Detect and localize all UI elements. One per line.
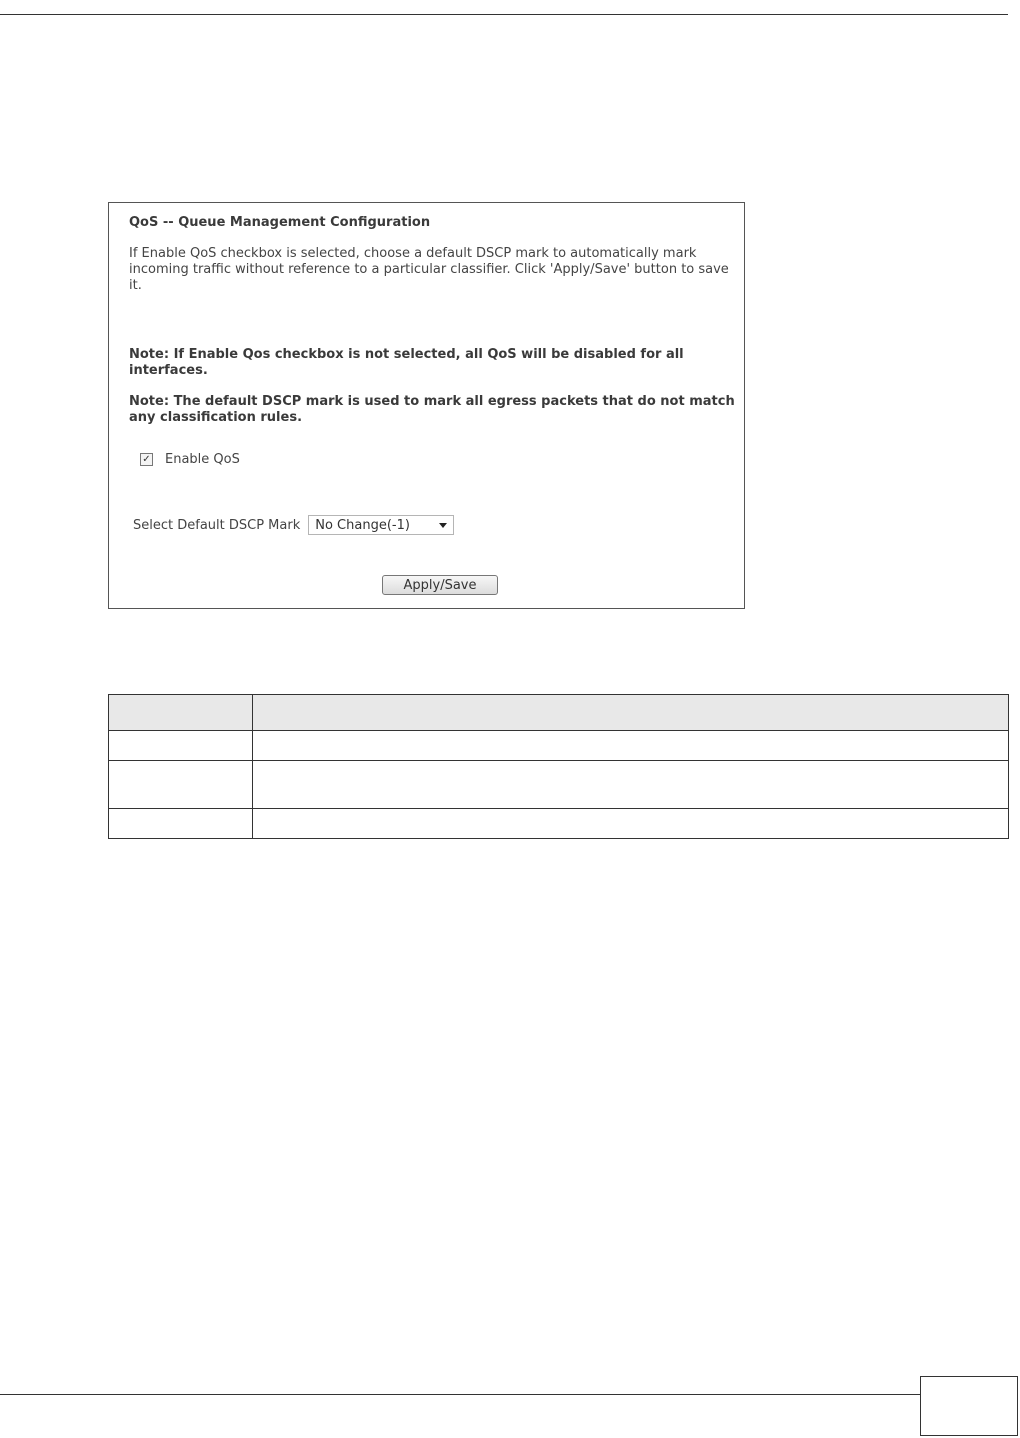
chevron-down-icon — [439, 523, 447, 528]
note-disable-qos: Note: If Enable Qos checkbox is not selected, all QoS will be disabled for all interfaces. — [129, 347, 684, 378]
table-row — [109, 809, 1009, 839]
dscp-mark-select[interactable] — [308, 515, 454, 535]
panel-title: QoS -- Queue Management Configuration — [129, 215, 431, 230]
qos-config-panel — [108, 202, 745, 609]
header-rule — [0, 14, 1008, 15]
enable-qos-checkbox[interactable]: ✓ — [140, 453, 153, 466]
dscp-mark-label: Select Default DSCP Mark — [133, 517, 301, 533]
table-header-cell — [109, 695, 253, 731]
table-header-row — [109, 695, 1009, 731]
enable-qos-row — [140, 452, 240, 467]
field-description-table — [108, 694, 1009, 839]
dscp-mark-row — [133, 515, 454, 535]
table-cell — [109, 761, 253, 809]
table-header-cell — [253, 695, 1009, 731]
table-cell — [253, 731, 1009, 761]
dscp-mark-selected-value: No Change(-1) — [315, 517, 410, 533]
table-cell — [253, 809, 1009, 839]
page-number-box — [920, 1376, 1018, 1436]
panel-description: If Enable QoS checkbox is selected, choose a default DSCP mark to automatically mark incoming traffic without reference to a particular classifier. Click 'Apply/Save' button to save it. — [129, 246, 729, 293]
note-default-dscp: Note: The default DSCP mark is used to mark all egress packets that do not match any classification rules. — [129, 394, 735, 425]
table-cell — [109, 731, 253, 761]
apply-save-button[interactable]: Apply/Save — [382, 575, 498, 595]
enable-qos-label: Enable QoS — [165, 452, 240, 467]
table-row — [109, 761, 1009, 809]
table-row — [109, 731, 1009, 761]
table-cell — [109, 809, 253, 839]
table-cell — [253, 761, 1009, 809]
footer-rule — [0, 1394, 920, 1395]
